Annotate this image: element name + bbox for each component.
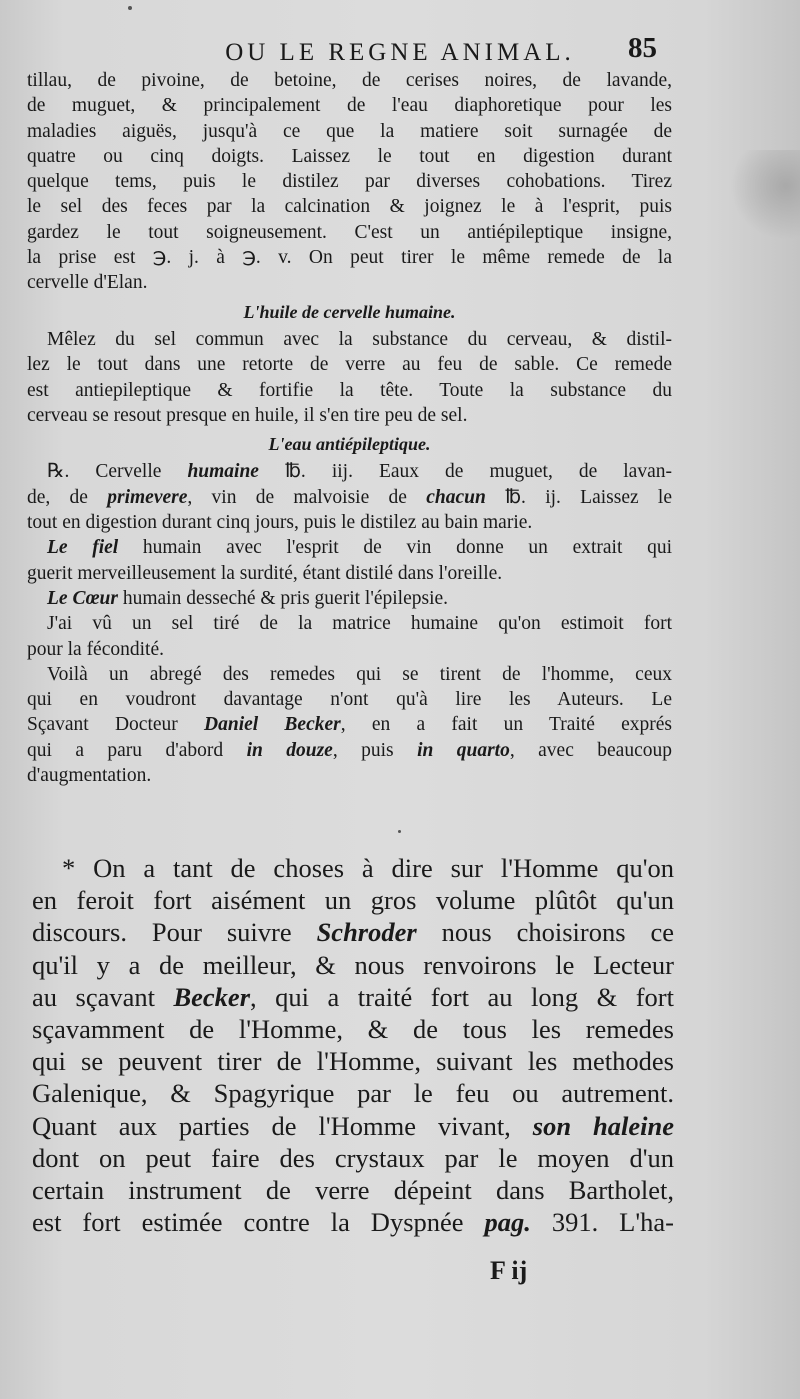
text-line: de muguet, & principalement de l'eau diaphoretique pour les xyxy=(27,95,672,117)
summary-line: Sçavant Docteur Daniel Becker, en a fait un Traité exprés xyxy=(27,714,672,736)
recipe-line: ℞. Cervelle humaine ℔. iij. Eaux de muguet, de lavan- xyxy=(47,461,672,483)
main-text xyxy=(27,68,672,788)
ink-speck xyxy=(398,830,401,833)
note-line: qui se peuvent tirer de l'Homme, suivant les methodes xyxy=(32,1046,674,1077)
note-line: discours. Pour suivre Schroder nous choisirons ce xyxy=(32,917,675,948)
footnote xyxy=(32,852,674,1238)
section-heading-eau: L'eau antiépileptique. xyxy=(268,434,431,455)
note-line: * On a tant de choses à dire sur l'Homme qu'on xyxy=(62,853,674,883)
matrice-line: J'ai vû un sel tiré de la matrice humaine qu'on estimoit fort xyxy=(47,613,672,635)
summary-line: qui en voudront davantage n'ont qu'à lire les Auteurs. Le xyxy=(27,689,672,711)
matrice-line: pour la fécondité. xyxy=(27,638,164,660)
recipe-line: de, de primevere, vin de malvoisie de chacun ℔. ij. Laissez le xyxy=(27,486,672,508)
note-line: au sçavant Becker, qui a traité fort au long & fort xyxy=(32,981,674,1012)
note-line: est fort estimée contre la Dyspnée pag. 391. L'ha- xyxy=(32,1207,674,1238)
text-line: cervelle d'Elan. xyxy=(27,272,148,294)
text-line: est antiepileptique & fortifie la tête. Toute la substance du xyxy=(27,379,672,401)
text-line: gardez le tout soigneusement. C'est un antiépileptique insigne, xyxy=(27,221,672,243)
fiel-line: guerit merveilleusement la surdité, étant distilé dans l'oreille. xyxy=(27,562,503,584)
text-line: cerveau se resout presque en huile, il s'en tire peu de sel. xyxy=(27,404,468,426)
recipe-line: tout en digestion durant cinq jours, puis le distilez au bain marie. xyxy=(27,512,533,534)
page-stain xyxy=(730,150,800,240)
summary-line: d'augmentation. xyxy=(27,765,152,787)
text-line: maladies aiguës, jusqu'à ce que la matiere soit surnagée de xyxy=(27,120,672,142)
summary-line: qui a paru d'abord in douze, puis in quarto, avec beaucoup xyxy=(27,739,672,761)
section-heading-huile: L'huile de cervelle humaine. xyxy=(243,301,456,322)
text-line: la prise est ℈. j. à ℈. v. On peut tirer le même remede de la xyxy=(27,247,672,269)
note-line: Quant aux parties de l'Homme vivant, son haleine xyxy=(32,1110,674,1141)
note-line: qu'il y a de meilleur, & nous renvoirons le Lecteur xyxy=(32,949,674,980)
text-line: tillau, de pivoine, de betoine, de cerises noires, de lavande, xyxy=(27,70,672,91)
note-line: sçavamment de l'Homme, & de tous les remedes xyxy=(32,1014,674,1045)
note-line: Galenique, & Spagyrique par le feu ou autrement. xyxy=(32,1078,674,1109)
summary-line: Voilà un abregé des remedes qui se tirent de l'homme, ceux xyxy=(47,663,672,685)
text-line: Mêlez du sel commun avec la substance du cerveau, & distil- xyxy=(47,328,672,350)
text-line: le sel des feces par la calcination & joignez le à l'esprit, puis xyxy=(27,196,672,218)
fiel-line: Le fiel humain avec l'esprit de vin donne un extrait qui xyxy=(47,537,672,559)
coeur-line: Le Cœur humain desseché & pris guerit l'épilepsie. xyxy=(47,587,449,609)
ink-speck xyxy=(128,6,132,10)
page-number: 85 xyxy=(628,32,657,64)
signature-mark: F ij xyxy=(490,1256,528,1285)
note-line: dont on peut faire des crystaux par le moyen d'un xyxy=(32,1142,674,1173)
text-line: lez le tout dans une retorte de verre au feu de sable. Ce remede xyxy=(27,354,672,376)
note-line: en feroit fort aisément un gros volume plûtôt qu'un xyxy=(32,885,674,916)
text-line: quelque tems, puis le distilez par diverses cohobations. Tirez xyxy=(27,171,672,193)
text-line: quatre ou cinq doigts. Laissez le tout en digestion durant xyxy=(27,145,672,167)
running-title: OU LE REGNE ANIMAL. xyxy=(225,39,575,66)
note-line: certain instrument de verre dépeint dans Bartholet, xyxy=(32,1175,674,1206)
